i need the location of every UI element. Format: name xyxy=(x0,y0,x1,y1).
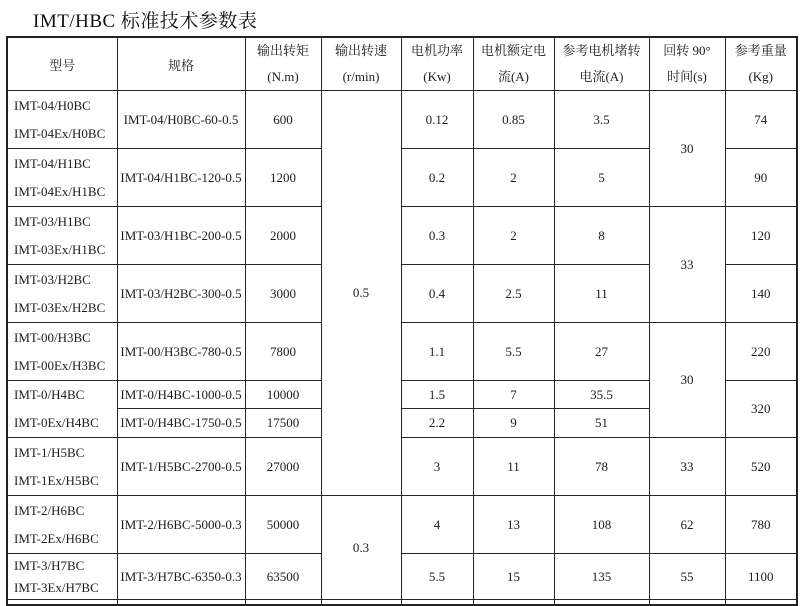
cell-current: 5.5 xyxy=(473,323,554,381)
cell-current: 15 xyxy=(473,554,554,600)
cell-empty xyxy=(554,600,649,605)
cell-locked: 78 xyxy=(554,438,649,496)
cell-current: 9 xyxy=(473,409,554,438)
header-speed: 输出转速 (r/min) xyxy=(321,37,401,91)
cell-spec: IMT-2/H6BC-5000-0.3 xyxy=(117,496,245,554)
cell-empty xyxy=(725,600,797,605)
cell-spec: IMT-03/H2BC-300-0.5 xyxy=(117,265,245,323)
header-rotation-time: 回转 90° 时间(s) xyxy=(649,37,725,91)
cell-current: 2 xyxy=(473,149,554,207)
cell-weight: 120 xyxy=(725,207,797,265)
cell-current: 0.85 xyxy=(473,91,554,149)
cell-spec: IMT-00/H3BC-780-0.5 xyxy=(117,323,245,381)
header-row xyxy=(7,37,797,91)
table-row xyxy=(7,438,797,496)
table-row xyxy=(7,207,797,265)
cell-torque: 63500 xyxy=(245,554,321,600)
cell-power: 1.5 xyxy=(401,381,473,409)
cell-spec: IMT-0/H4BC-1750-0.5 xyxy=(117,409,245,438)
cell-power: 0.3 xyxy=(401,207,473,265)
cell-torque: 27000 xyxy=(245,438,321,496)
page-title: IMT/HBC 标准技术参数表 xyxy=(33,11,258,32)
cell-model: IMT-04/H1BC IMT-04Ex/H1BC xyxy=(7,149,117,207)
cell-time-group: 33 xyxy=(649,207,725,323)
table-row xyxy=(7,496,797,554)
cell-weight: 1100 xyxy=(725,554,797,600)
cell-empty xyxy=(321,600,401,605)
cell-weight: 520 xyxy=(725,438,797,496)
cell-empty xyxy=(245,600,321,605)
cell-torque: 1200 xyxy=(245,149,321,207)
cell-spec: IMT-04/H0BC-60-0.5 xyxy=(117,91,245,149)
cell-power: 5.5 xyxy=(401,554,473,600)
cell-power: 2.2 xyxy=(401,409,473,438)
cell-torque: 50000 xyxy=(245,496,321,554)
cell-spec: IMT-1/H5BC-2700-0.5 xyxy=(117,438,245,496)
cell-power: 4 xyxy=(401,496,473,554)
cell-spec: IMT-04/H1BC-120-0.5 xyxy=(117,149,245,207)
cell-spec: IMT-03/H1BC-200-0.5 xyxy=(117,207,245,265)
cell-power: 0.12 xyxy=(401,91,473,149)
cell-current: 13 xyxy=(473,496,554,554)
table-row xyxy=(7,323,797,381)
cell-weight: 320 xyxy=(725,381,797,438)
table-row xyxy=(7,91,797,149)
cell-locked: 35.5 xyxy=(554,381,649,409)
header-rated-current: 电机额定电 流(A) xyxy=(473,37,554,91)
cell-model: IMT-00/H3BC IMT-00Ex/H3BC xyxy=(7,323,117,381)
header-weight: 参考重量 (Kg) xyxy=(725,37,797,91)
cell-weight: 780 xyxy=(725,496,797,554)
cell-locked: 3.5 xyxy=(554,91,649,149)
cell-torque: 10000 xyxy=(245,381,321,409)
cell-model: IMT-1/H5BC IMT-1Ex/H5BC xyxy=(7,438,117,496)
cell-empty xyxy=(401,600,473,605)
cell-model: IMT-03/H1BC IMT-03Ex/H1BC xyxy=(7,207,117,265)
cell-torque: 600 xyxy=(245,91,321,149)
cell-locked: 27 xyxy=(554,323,649,381)
cell-torque: 2000 xyxy=(245,207,321,265)
cell-model: IMT-04/H0BC IMT-04Ex/H0BC xyxy=(7,91,117,149)
parameters-table xyxy=(6,36,798,606)
cell-current: 2 xyxy=(473,207,554,265)
cell-empty xyxy=(649,600,725,605)
cell-time-group: 55 xyxy=(649,554,725,600)
cell-speed-group: 0.3 xyxy=(321,496,401,600)
cell-power: 3 xyxy=(401,438,473,496)
cell-spec: IMT-3/H7BC-6350-0.3 xyxy=(117,554,245,600)
cell-power: 0.4 xyxy=(401,265,473,323)
header-locked-current: 参考电机堵转 电流(A) xyxy=(554,37,649,91)
cell-current: 2.5 xyxy=(473,265,554,323)
cell-weight: 220 xyxy=(725,323,797,381)
header-power: 电机功率 (Kw) xyxy=(401,37,473,91)
cell-time-group: 30 xyxy=(649,91,725,207)
cell-spec: IMT-0/H4BC-1000-0.5 xyxy=(117,381,245,409)
cell-locked: 108 xyxy=(554,496,649,554)
cell-model: IMT-2/H6BC IMT-2Ex/H6BC xyxy=(7,496,117,554)
cell-torque: 3000 xyxy=(245,265,321,323)
cell-locked: 135 xyxy=(554,554,649,600)
cell-model: IMT-03/H2BC IMT-03Ex/H2BC xyxy=(7,265,117,323)
cell-locked: 5 xyxy=(554,149,649,207)
cell-current: 7 xyxy=(473,381,554,409)
cell-torque: 17500 xyxy=(245,409,321,438)
cell-empty xyxy=(117,600,245,605)
header-model: 型号 xyxy=(7,37,117,91)
cell-time-group: 62 xyxy=(649,496,725,554)
cell-torque: 7800 xyxy=(245,323,321,381)
cell-weight: 90 xyxy=(725,149,797,207)
cell-speed-group: 0.5 xyxy=(321,91,401,496)
header-spec: 规格 xyxy=(117,37,245,91)
cell-power: 1.1 xyxy=(401,323,473,381)
cell-model: IMT-0/H4BC IMT-0Ex/H4BC xyxy=(7,381,117,438)
cell-locked: 11 xyxy=(554,265,649,323)
cell-weight: 74 xyxy=(725,91,797,149)
cell-current: 11 xyxy=(473,438,554,496)
cell-locked: 8 xyxy=(554,207,649,265)
cell-power: 0.2 xyxy=(401,149,473,207)
cell-model: IMT-3/H7BC IMT-3Ex/H7BC xyxy=(7,554,117,600)
cell-locked: 51 xyxy=(554,409,649,438)
cell-empty xyxy=(473,600,554,605)
table-row xyxy=(7,554,797,600)
table-row-sliver xyxy=(7,600,797,605)
cell-empty xyxy=(7,600,117,605)
cell-time-group: 33 xyxy=(649,438,725,496)
header-torque: 输出转矩 (N.m) xyxy=(245,37,321,91)
cell-time-group: 30 xyxy=(649,323,725,438)
cell-weight: 140 xyxy=(725,265,797,323)
